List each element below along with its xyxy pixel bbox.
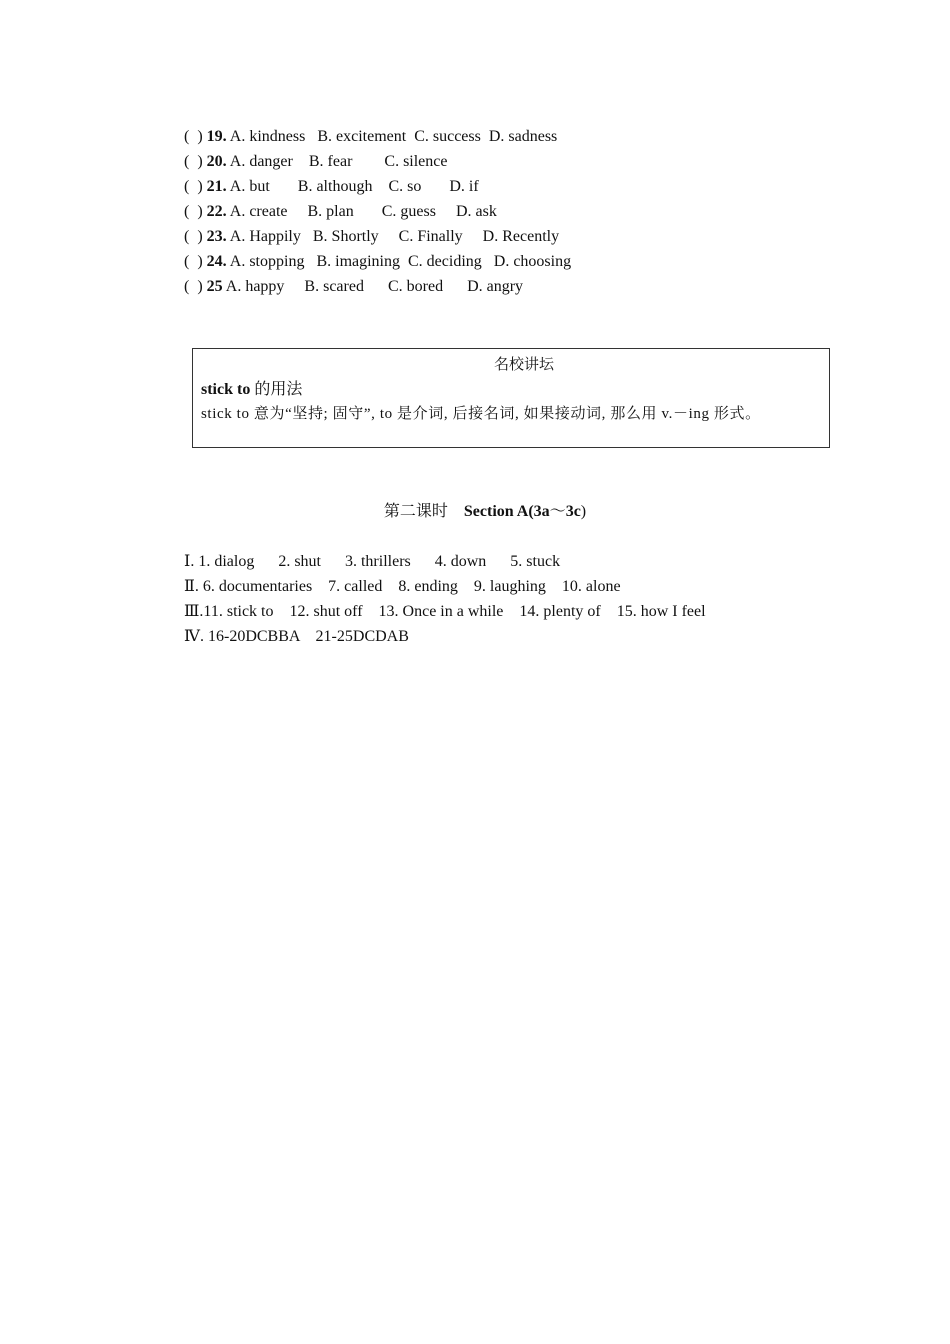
- answer-row: Ⅲ.11. stick to 12. shut off 13. Once in a while 14. plenty of 15. how I feel: [184, 603, 706, 620]
- question-options: A. kindness B. excitement C. success D. sadness: [226, 128, 558, 145]
- question-number: 20.: [206, 153, 227, 170]
- answer-paren: ( ): [184, 278, 207, 295]
- question-options: A. danger B. fear C. silence: [226, 153, 448, 170]
- section-tilde: ～: [549, 503, 566, 520]
- question-options: A. happy B. scared C. bored D. angry: [222, 278, 524, 295]
- tip-keyword: stick to: [201, 381, 251, 398]
- question-row: [184, 251, 571, 276]
- lesson-label: 第二课时: [383, 503, 464, 520]
- section-range-end: 3c: [565, 503, 581, 520]
- question-row: [184, 276, 571, 301]
- answer-row: Ⅰ. 1. dialog 2. shut 3. thrillers 4. down 5. stuck: [184, 553, 561, 570]
- question-options: A. stopping B. imagining C. deciding D. choosing: [226, 253, 572, 270]
- question-number: 23.: [206, 228, 227, 245]
- answer-paren: ( ): [184, 128, 207, 145]
- question-number: 21.: [206, 178, 227, 195]
- question-row: [184, 151, 571, 176]
- tip-box-subtitle: [201, 377, 821, 402]
- question-options: A. Happily B. Shortly C. Finally D. Recently: [226, 228, 560, 245]
- question-row: [184, 126, 571, 151]
- question-list: [184, 126, 571, 301]
- answer-paren: ( ): [184, 253, 207, 270]
- question-number: 19.: [206, 128, 227, 145]
- question-options: A. create B. plan C. guess D. ask: [226, 203, 497, 220]
- tip-box-title: 名校讲坛: [493, 355, 554, 373]
- answer-list: [184, 551, 706, 651]
- tip-subtitle-rest: 的用法: [250, 381, 303, 398]
- tip-box: [192, 348, 830, 448]
- question-number: 22.: [206, 203, 227, 220]
- question-row: [184, 226, 571, 251]
- tip-box-body: stick to 意为“坚持; 固守”, to 是介词, 后接名词, 如果接动词, 那么用 v.－ing 形式。: [201, 406, 761, 422]
- question-row: [184, 176, 571, 201]
- answer-row: Ⅱ. 6. documentaries 7. called 8. ending 9. laughing 10. alone: [184, 578, 621, 595]
- answer-paren: ( ): [184, 228, 207, 245]
- question-number: 25: [206, 278, 223, 295]
- section-name: Section A(3a: [463, 503, 550, 520]
- question-options: A. but B. although C. so D. if: [226, 178, 479, 195]
- section-title: [0, 500, 950, 524]
- section-suffix: ): [580, 503, 587, 520]
- answer-paren: ( ): [184, 153, 207, 170]
- answer-paren: ( ): [184, 203, 207, 220]
- answer-paren: ( ): [184, 178, 207, 195]
- answer-row: Ⅳ. 16-20DCBBA 21-25DCDAB: [184, 628, 409, 645]
- question-row: [184, 201, 571, 226]
- question-number: 24.: [206, 253, 227, 270]
